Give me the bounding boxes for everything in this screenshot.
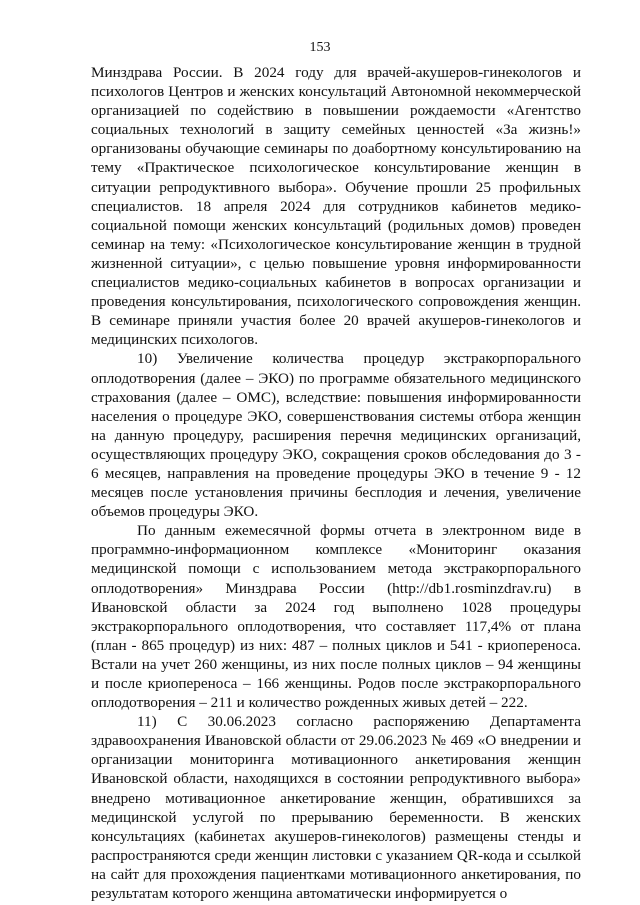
page-number: 153 (309, 40, 331, 55)
paragraph-item-10-eco: 10) Увеличение количества процедур экстракорпорального оплодотворения (далее – ЭКО) по программе обязательного медицинского страхования (далее – ОМС), вследствие: повышения информированности населения о процедуре ЭКО, совершенствования системы отбора женщин на данную процедуру, расширения перечня медицинских организаций, осуществляющих процедуру ЭКО, сокращения сроков обследования до 3 - 6 месяцев, направления на проведение процедуры ЭКО в течение 9 - 12 месяцев после установления причины бесплодия и лечения, увеличение объемов процедуры ЭКО. (91, 350, 581, 521)
document-body (91, 63, 581, 903)
paragraph-eco-statistics: По данным ежемесячной формы отчета в электронном виде в программно-информационном комплексе «Мониторинг оказания медицинской помощи с использованием метода экстракорпорального оплодотворения» Минздрава России (http://db1.rosminzdrav.ru) в Ивановской области за 2024 год выполнено 1028 процедуры экстракорпорального оплодотворения, что составляет 117,4% от плана (план - 865 процедур) из них: 487 – полных циклов и 541 - криопереноса. Встали на учет 260 женщины, из них после полных циклов – 94 женщины и после криопереноса – 166 женщины. Родов после экстракорпорального оплодотворения – 211 и количество рожденных живых детей – 222. (91, 522, 581, 712)
paragraph-item-11-survey: 11) С 30.06.2023 согласно распоряжению Департамента здравоохранения Ивановской области от 29.06.2023 № 469 «О внедрении и организации мониторинга мотивационного анкетирования женщин Ивановской области, находящихся в состоянии репродуктивного выбора» внедрено мотивационное анкетирование женщин, обратившихся за медицинской услугой по прерыванию беременности. В женских консультациях (кабинетах акушеров-гинекологов) размещены стенды и распространяются среди женщин листовки с указанием QR-кода и ссылкой на сайт для прохождения пациентками мотивационного анкетирования, по результатам которого женщина автоматически информируется о (91, 713, 581, 903)
paragraph-seminars: Минздрава России. В 2024 году для врачей-акушеров-гинекологов и психологов Центров и женских консультаций Автономной некоммерческой организацией по содействию в повышении рождаемости «Агентство социальных технологий в защиту семейных ценностей «За жизнь!» организованы обучающие семинары по доабортному консультированию на тему «Практическое психологическое консультирование женщин в ситуации репродуктивного выбора». Обучение прошли 25 профильных специалистов. 18 апреля 2024 для сотрудников кабинетов медико-социальной помощи женских консультаций (родильных домов) проведен семинар на тему: «Психологическое консультирование женщин в трудной жизненной ситуации», с целью повышение уровня информированности специалистов медико-социальных кабинетов в вопросах организации и проведения консультирования, психологического сопровождения женщин. В семинаре приняли участия более 20 врачей акушеров-гинекологов и медицинских психологов. (91, 64, 581, 349)
